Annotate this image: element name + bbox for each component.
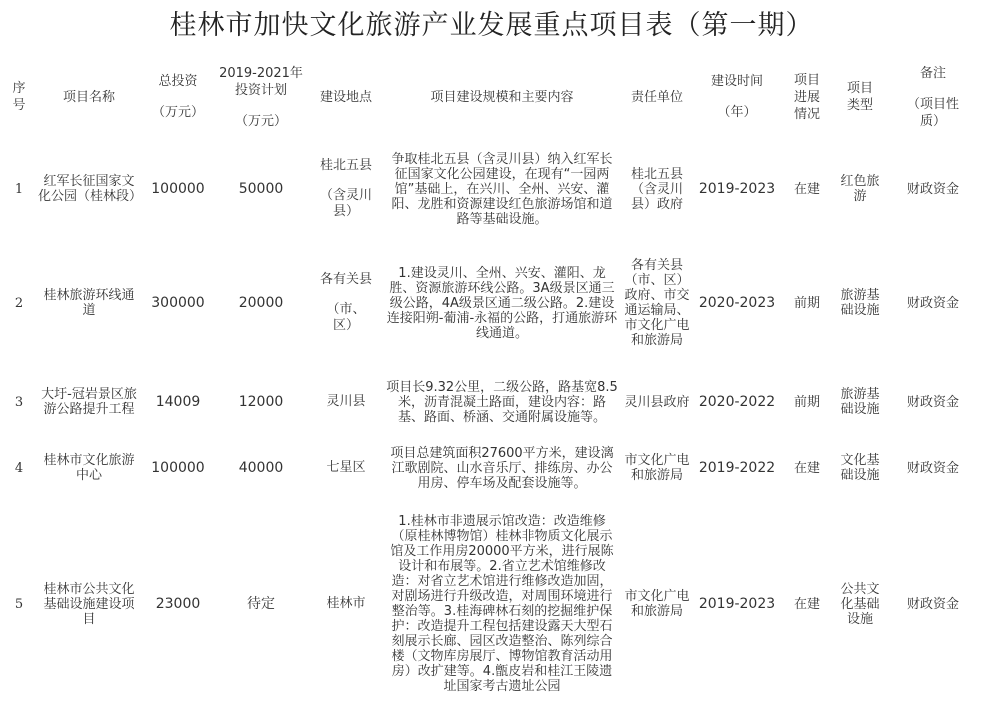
cell-progress: 在建 [793, 596, 820, 612]
header-project-name: 项目名称 [62, 89, 115, 105]
header-responsible-unit: 责任单位 [630, 89, 683, 105]
cell-total-investment: 100000 [151, 180, 205, 197]
cell-investment-plan: 12000 [238, 393, 284, 410]
cell-period: 2019-2023 [698, 180, 776, 197]
cell-seq: 2 [14, 295, 24, 311]
table-row [2, 499, 980, 709]
header-progress: 项目 进展 情况 [793, 72, 820, 122]
cell-project-name: 桂林旅游环线通道 [43, 288, 135, 318]
cell-type: 红色旅游 [840, 174, 880, 204]
header-remark: 备注 （项目性 质） [906, 65, 959, 129]
cell-project-name: 大圩-冠岩景区旅游公路提升工程 [41, 387, 137, 417]
cell-type: 旅游基础设施 [840, 288, 880, 318]
cell-content: 项目长9.32公里，二级公路，路基宽8.5米，沥青混凝土路面，建设内容：路基、路面、桥涵、交通附属设施等。 [386, 379, 618, 425]
cell-content: 项目总建筑面积27600平方米，建设漓江歌剧院、山水音乐厅、排练房、办公用房、停车场及配套设施等。 [390, 445, 614, 491]
cell-total-investment: 14009 [155, 393, 201, 410]
table-row [2, 239, 980, 367]
cell-project-name: 桂林市文化旅游中心 [43, 453, 135, 483]
cell-progress: 前期 [793, 394, 820, 410]
cell-remark: 财政资金 [906, 181, 959, 197]
header-investment-plan: 2019-2021年 投资计划 （万元） [219, 65, 303, 129]
table-row [2, 437, 980, 499]
cell-seq: 5 [14, 596, 24, 612]
table-header-row [2, 55, 980, 139]
cell-type: 公共文化基础设施 [840, 581, 880, 627]
cell-remark: 财政资金 [906, 460, 959, 476]
cell-investment-plan: 50000 [238, 180, 284, 197]
cell-content: 争取桂北五县（含灵川县）纳入红军长征国家文化公园建设，在现有“一园两馆”基础上，在兴川、全州、兴安、灌阳、龙胜和资源建设红色旅游场馆和道路等基础设施。 [391, 151, 613, 227]
cell-responsible-unit: 各有关县（市、区）政府、市交通运输局、市文化广电和旅游局 [624, 258, 690, 348]
cell-location: 桂林市 [326, 596, 366, 611]
header-content: 项目建设规模和主要内容 [430, 89, 574, 105]
cell-location: 灵川县 [326, 394, 366, 409]
cell-content: 1.建设灵川、全州、兴安、灌阳、龙胜、资源旅游环线公路。3A级景区通三级公路，4A级景区通二级公路。2.建设连接阳朔-葡浦-永福的公路，打通旅游环线通道。 [386, 265, 618, 341]
cell-remark: 财政资金 [906, 295, 959, 311]
page-title: 桂林市加快文化旅游产业发展重点项目表（第一期） [169, 10, 814, 41]
cell-period: 2019-2023 [698, 595, 776, 612]
cell-progress: 前期 [793, 295, 820, 311]
cell-total-investment: 100000 [151, 459, 205, 476]
table-row [2, 139, 980, 239]
cell-progress: 在建 [793, 181, 820, 197]
cell-project-name: 红军长征国家文化公园（桂林段） [38, 174, 142, 204]
cell-responsible-unit: 市文化广电和旅游局 [624, 589, 690, 619]
cell-seq: 4 [14, 460, 24, 476]
header-seq: 序 号 [12, 81, 26, 113]
cell-location: 七星区 [326, 460, 366, 475]
cell-remark: 财政资金 [906, 596, 959, 612]
header-total-investment: 总投资 （万元） [151, 74, 204, 120]
cell-remark: 财政资金 [906, 394, 959, 410]
cell-investment-plan: 20000 [238, 294, 284, 311]
cell-responsible-unit: 灵川县政府 [624, 394, 690, 410]
header-period: 建设时间 （年） [710, 74, 763, 120]
cell-seq: 1 [14, 181, 24, 197]
cell-total-investment: 23000 [155, 595, 201, 612]
cell-seq: 3 [14, 394, 24, 410]
cell-type: 文化基础设施 [840, 453, 880, 483]
cell-total-investment: 300000 [151, 294, 205, 311]
cell-type: 旅游基础设施 [840, 387, 880, 417]
header-type: 项目 类型 [846, 81, 873, 113]
cell-progress: 在建 [793, 460, 820, 476]
cell-period: 2020-2023 [698, 294, 776, 311]
cell-location: 各有关县 （市、 区） [319, 272, 372, 333]
table-row [2, 367, 980, 437]
cell-period: 2020-2022 [698, 393, 776, 410]
cell-responsible-unit: 桂北五县（含灵川县）政府 [630, 166, 683, 212]
header-location: 建设地点 [319, 89, 372, 105]
cell-period: 2019-2022 [698, 459, 776, 476]
cell-investment-plan: 40000 [238, 459, 284, 476]
projects-table [2, 55, 980, 709]
cell-project-name: 桂林市公共文化基础设施建设项目 [43, 581, 135, 627]
cell-investment-plan: 待定 [247, 595, 275, 612]
cell-responsible-unit: 市文化广电和旅游局 [624, 453, 690, 483]
cell-location: 桂北五县 （含灵川 县） [319, 158, 372, 219]
cell-content: 1.桂林市非遗展示馆改造：改造维修（原桂林博物馆）桂林非物质文化展示馆及工作用房20000平方米，进行展陈设计和布展等。2.省立艺术馆维修改造：对省立艺术馆进行维修改造加固，对剧场进行升级改造，对周围环境进行整治等。3.桂海碑林石刻的挖掘维护保护：改造提升工程包括建设露天大型石刻展示长廊、园区改造整治、陈列综合楼（文物库房展厅、博物馆教育活动用房）改扩建等。4.甑皮岩和桂江王陵遗址国家考古遗址公园 [390, 514, 614, 694]
